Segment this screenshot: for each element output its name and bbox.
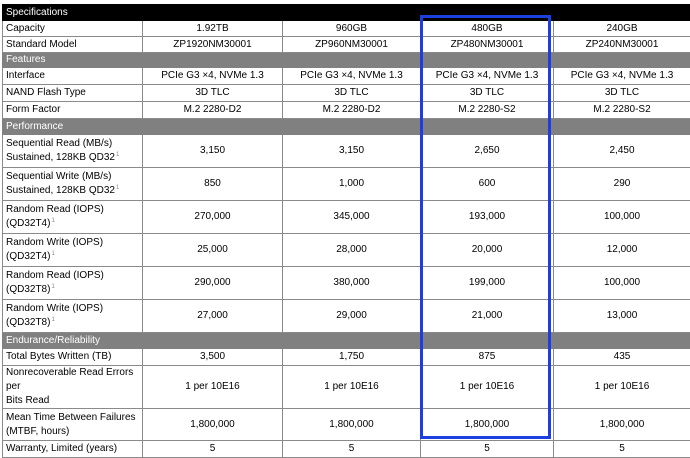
metric-condition: (QD32T4) [6, 251, 50, 262]
metric-name: Random Write (IOPS) [6, 237, 103, 248]
endurance-section-header: Endurance/Reliability [3, 333, 690, 349]
performance-value: 193,000 [421, 201, 554, 234]
endurance-value: 3,500 [143, 349, 283, 366]
footnote-marker: 1 [116, 152, 119, 158]
endurance-metric-label [3, 366, 143, 409]
nand-flash-type-row [3, 85, 690, 102]
performance-metric-label [3, 300, 143, 333]
interface-label: Interface [3, 68, 143, 85]
capacity-value: 240GB [554, 21, 690, 37]
metric-condition: (MTBF, hours) [6, 426, 69, 437]
interface-value: PCIe G3 ×4, NVMe 1.3 [283, 68, 421, 85]
performance-value: 1,000 [283, 168, 421, 201]
performance-metric-label [3, 234, 143, 267]
interface-row [3, 68, 690, 85]
endurance-value: 5 [143, 441, 283, 458]
nand-flash-type-label: NAND Flash Type [3, 85, 143, 102]
endurance-value: 5 [283, 441, 421, 458]
total-bytes-written-row [3, 349, 690, 366]
metric-name: Mean Time Between Failures [6, 412, 136, 423]
metric-name: Random Read (IOPS) [6, 204, 104, 215]
endurance-value: 1,800,000 [554, 409, 690, 441]
metric-condition: Bits Read [6, 395, 49, 406]
performance-value: 290,000 [143, 267, 283, 300]
form-factor-value: M.2 2280-S2 [421, 102, 554, 119]
endurance-value: 5 [554, 441, 690, 458]
endurance-value: 1 per 10E16 [421, 366, 554, 409]
performance-value: 380,000 [283, 267, 421, 300]
endurance-value: 5 [421, 441, 554, 458]
specifications-table [2, 4, 690, 458]
interface-value: PCIe G3 ×4, NVMe 1.3 [554, 68, 690, 85]
performance-value: 27,000 [143, 300, 283, 333]
performance-value: 100,000 [554, 201, 690, 234]
endurance-section-row [3, 333, 690, 349]
metric-name: Random Write (IOPS) [6, 303, 103, 314]
capacity-label: Capacity [3, 21, 143, 37]
random-read-qd32t8-row [3, 267, 690, 300]
standard-model-value: ZP240NM30001 [554, 37, 690, 53]
performance-value: 600 [421, 168, 554, 201]
form-factor-value: M.2 2280-S2 [554, 102, 690, 119]
capacity-value: 960GB [283, 21, 421, 37]
endurance-value: 1 per 10E16 [143, 366, 283, 409]
metric-name: Nonrecoverable Read Errors per [6, 367, 133, 392]
performance-value: 28,000 [283, 234, 421, 267]
metric-condition: (QD32T4) [6, 218, 50, 229]
metric-name: Sequential Read (MB/s) [6, 138, 112, 149]
nand-flash-type-value: 3D TLC [421, 85, 554, 102]
footnote-marker: 1 [116, 185, 119, 191]
endurance-metric-label [3, 409, 143, 441]
random-write-qd32t8-row [3, 300, 690, 333]
specifications-header-row [3, 5, 690, 21]
read-errors-row [3, 366, 690, 409]
sequential-read-row [3, 135, 690, 168]
performance-value: 25,000 [143, 234, 283, 267]
interface-value: PCIe G3 ×4, NVMe 1.3 [143, 68, 283, 85]
performance-value: 850 [143, 168, 283, 201]
endurance-metric-label: Total Bytes Written (TB) [3, 349, 143, 366]
performance-value: 20,000 [421, 234, 554, 267]
metric-name: Random Read (IOPS) [6, 270, 104, 281]
footnote-marker: 1 [51, 317, 54, 323]
standard-model-value: ZP1920NM30001 [143, 37, 283, 53]
performance-value: 13,000 [554, 300, 690, 333]
performance-value: 3,150 [283, 135, 421, 168]
performance-value: 345,000 [283, 201, 421, 234]
standard-model-row [3, 37, 690, 53]
standard-model-value: ZP960NM30001 [283, 37, 421, 53]
footnote-marker: 1 [51, 218, 54, 224]
performance-metric-label [3, 267, 143, 300]
form-factor-value: M.2 2280-D2 [283, 102, 421, 119]
performance-value: 29,000 [283, 300, 421, 333]
performance-metric-label [3, 168, 143, 201]
nand-flash-type-value: 3D TLC [283, 85, 421, 102]
features-section-header: Features [3, 53, 690, 68]
performance-value: 12,000 [554, 234, 690, 267]
metric-condition: Sustained, 128KB QD32 [6, 185, 115, 196]
mtbf-row [3, 409, 690, 441]
form-factor-row [3, 102, 690, 119]
nand-flash-type-value: 3D TLC [554, 85, 690, 102]
endurance-value: 1 per 10E16 [554, 366, 690, 409]
capacity-row [3, 21, 690, 37]
performance-section-row [3, 119, 690, 135]
endurance-value: 1,800,000 [283, 409, 421, 441]
standard-model-value: ZP480NM30001 [421, 37, 554, 53]
form-factor-value: M.2 2280-D2 [143, 102, 283, 119]
performance-section-header: Performance [3, 119, 690, 135]
capacity-value: 480GB [421, 21, 554, 37]
performance-value: 290 [554, 168, 690, 201]
capacity-value: 1.92TB [143, 21, 283, 37]
footnote-marker: 1 [51, 251, 54, 257]
endurance-value: 875 [421, 349, 554, 366]
metric-name: Sequential Write (MB/s) [6, 171, 111, 182]
footnote-marker: 1 [51, 284, 54, 290]
performance-value: 270,000 [143, 201, 283, 234]
performance-value: 100,000 [554, 267, 690, 300]
metric-condition: Sustained, 128KB QD32 [6, 152, 115, 163]
performance-value: 3,150 [143, 135, 283, 168]
performance-metric-label [3, 201, 143, 234]
performance-value: 2,650 [421, 135, 554, 168]
performance-value: 21,000 [421, 300, 554, 333]
nand-flash-type-value: 3D TLC [143, 85, 283, 102]
features-section-row [3, 53, 690, 68]
metric-condition: (QD32T8) [6, 317, 50, 328]
endurance-metric-label: Warranty, Limited (years) [3, 441, 143, 458]
sequential-write-row [3, 168, 690, 201]
endurance-value: 435 [554, 349, 690, 366]
random-write-qd32t4-row [3, 234, 690, 267]
performance-value: 199,000 [421, 267, 554, 300]
performance-metric-label [3, 135, 143, 168]
metric-condition: (QD32T8) [6, 284, 50, 295]
endurance-value: 1 per 10E16 [283, 366, 421, 409]
performance-value: 2,450 [554, 135, 690, 168]
endurance-value: 1,800,000 [143, 409, 283, 441]
form-factor-label: Form Factor [3, 102, 143, 119]
endurance-value: 1,800,000 [421, 409, 554, 441]
standard-model-label: Standard Model [3, 37, 143, 53]
specifications-title: Specifications [3, 5, 690, 21]
interface-value: PCIe G3 ×4, NVMe 1.3 [421, 68, 554, 85]
endurance-value: 1,750 [283, 349, 421, 366]
random-read-qd32t4-row [3, 201, 690, 234]
warranty-row [3, 441, 690, 458]
